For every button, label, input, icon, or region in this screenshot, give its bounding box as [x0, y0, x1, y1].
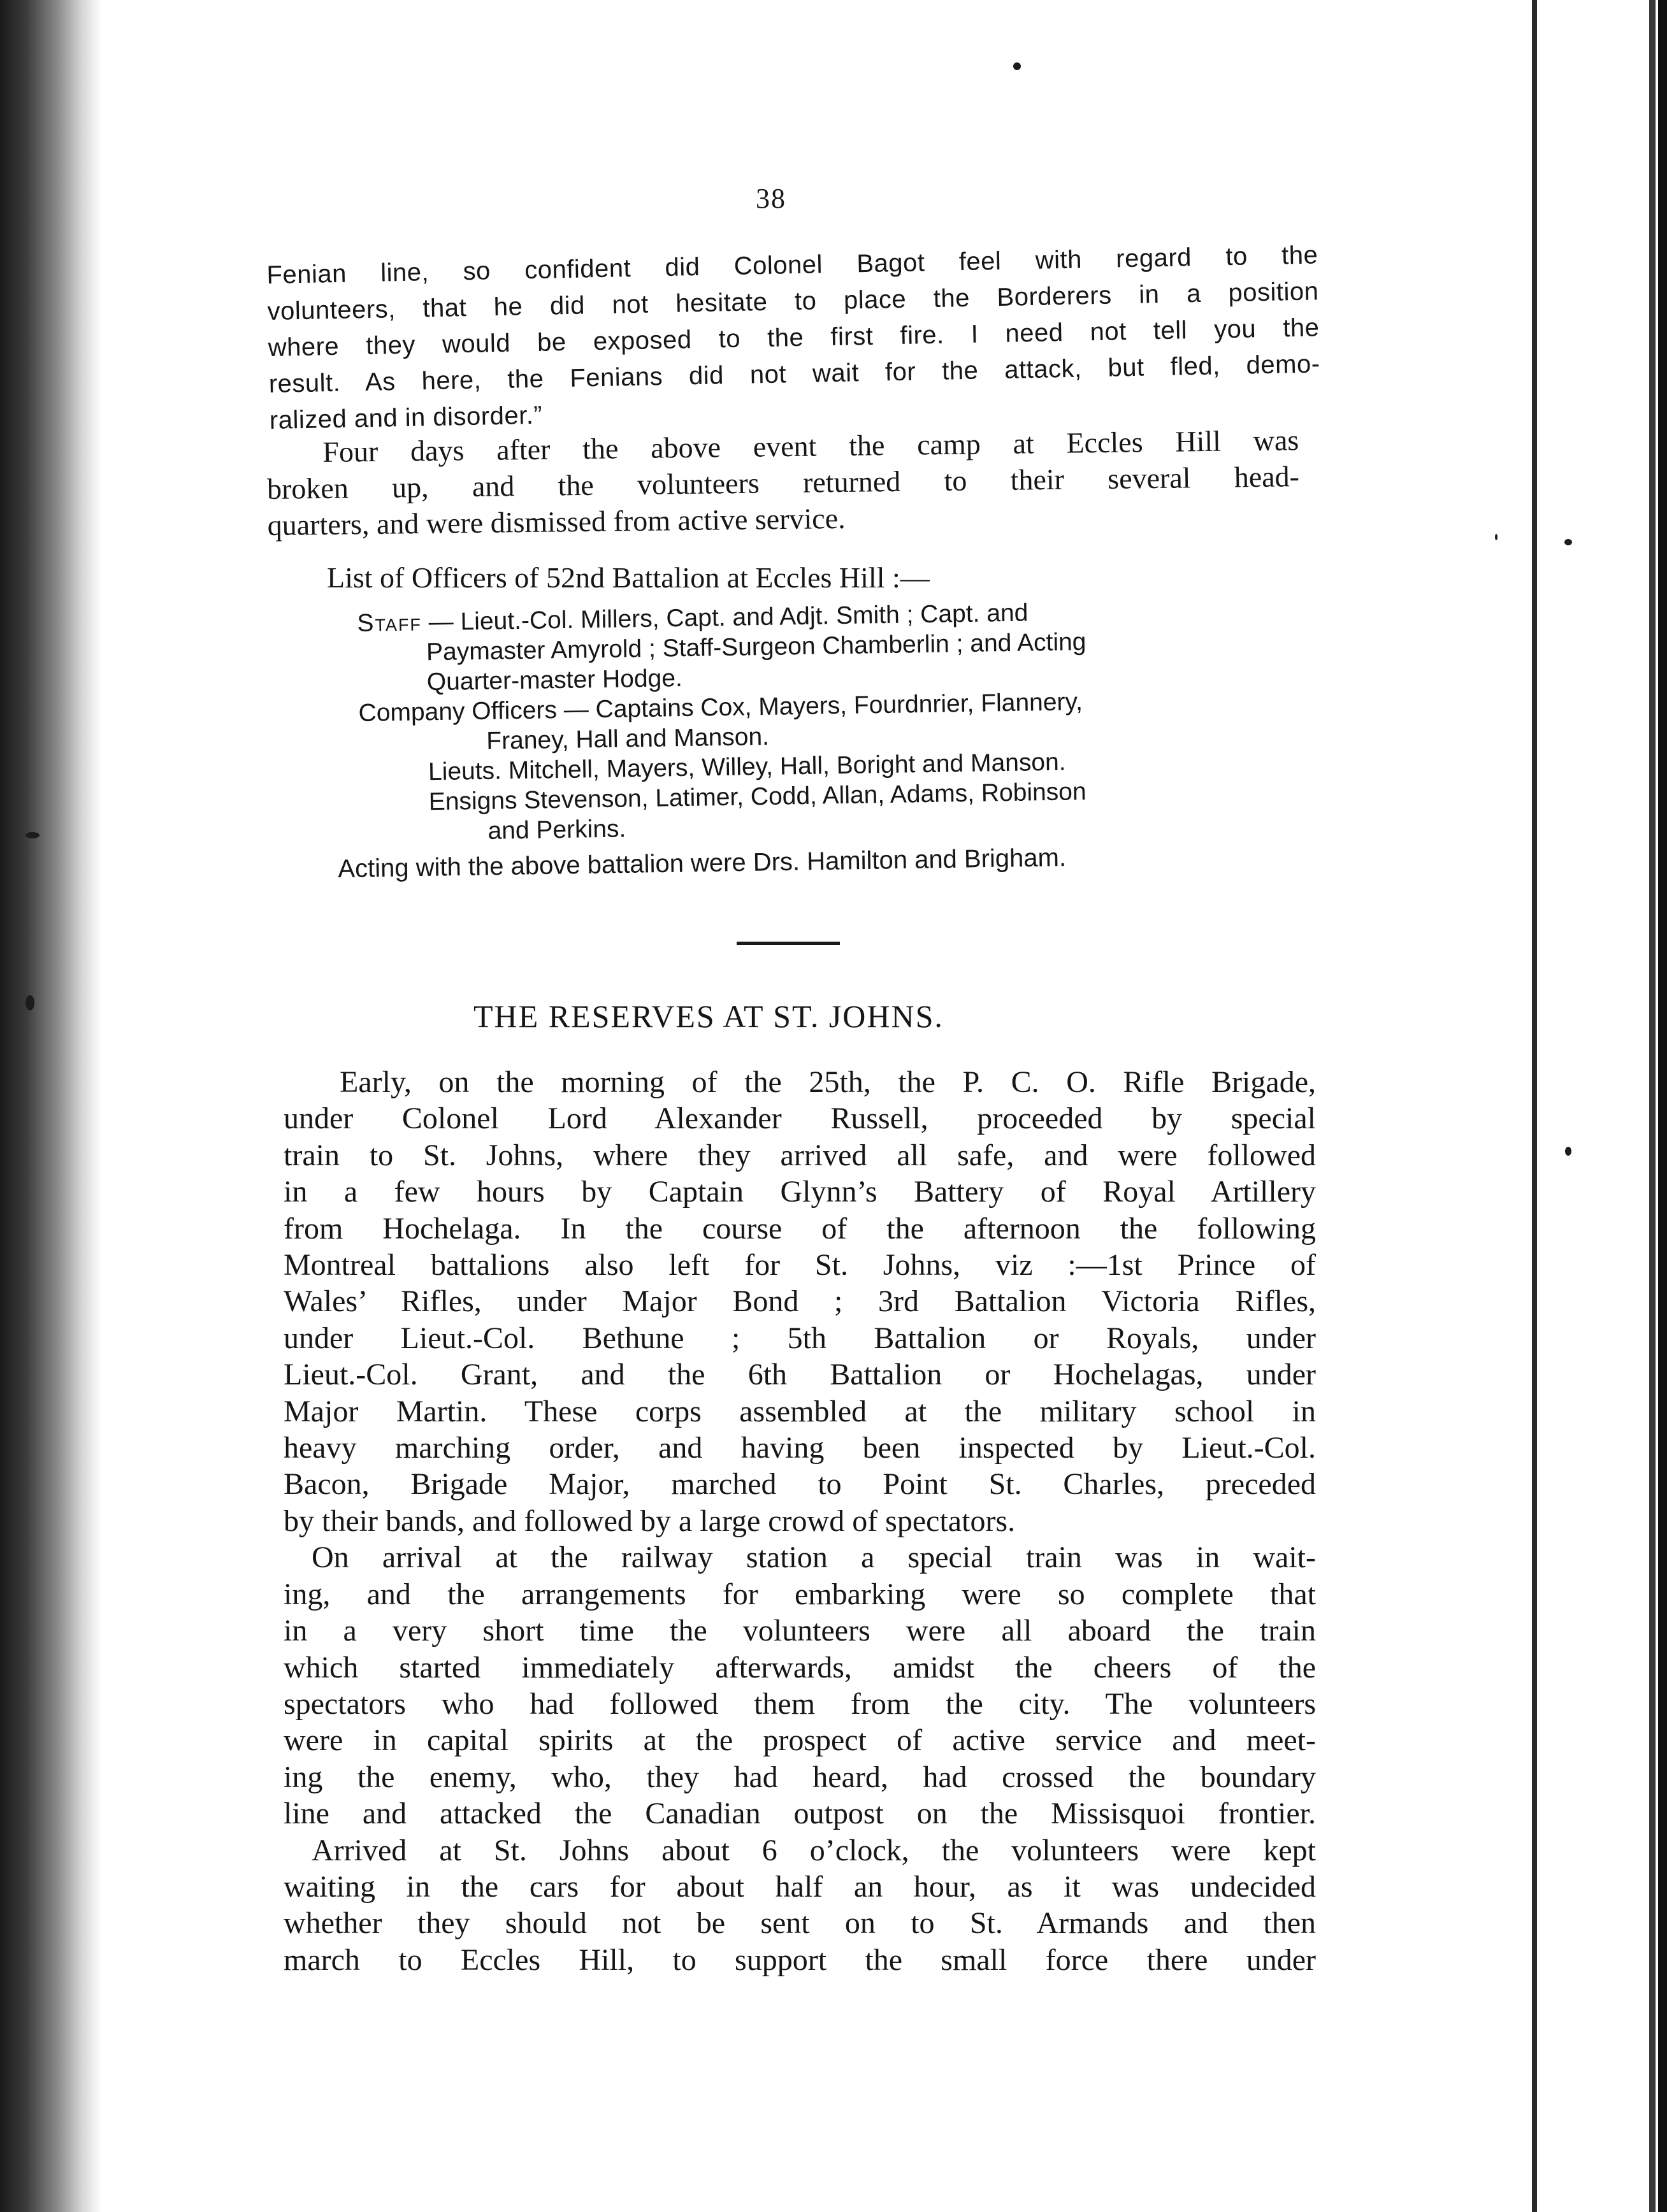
- scan-speck: [25, 995, 34, 1010]
- lieuts-line: Lieuts. Mitchell, Mayers, Willey, Hall, Boright and Manson.: [428, 748, 1066, 786]
- staff-line: Quarter-master Hodge.: [426, 664, 683, 696]
- text-line: result. As here, the Fenians did not wait for the attack, but fled, demo-: [268, 350, 1320, 398]
- text-line: Major Martin. These corps assembled at the military school in: [284, 1394, 1316, 1428]
- staff-label: Staff: [357, 608, 422, 637]
- text-line: Fenian line, so confident did Colonel Bagot feel with regard to the: [266, 241, 1318, 289]
- company-officers-line: Franey, Hall and Manson.: [486, 722, 770, 755]
- text-line: broken up, and the volunteers returned to their several head-: [266, 460, 1300, 505]
- officers-heading: List of Officers of 52nd Battalion at Eccles Hill :—: [327, 561, 930, 594]
- text-line: ing the enemy, who, they had heard, had crossed the boundary: [284, 1760, 1316, 1794]
- company-officers-line: Company Officers — Captains Cox, Mayers, Fourdnrier, Flannery,: [358, 688, 1083, 727]
- text-line: line and attacked the Canadian outpost on the Missisquoi frontier.: [284, 1797, 1316, 1831]
- quotation-paragraph: [266, 237, 1321, 439]
- text-line: from Hochelaga. In the course of the afternoon the following: [284, 1211, 1316, 1246]
- text-line: Wales’ Rifles, under Major Bond ; 3rd Battalion Victoria Rifles,: [284, 1284, 1316, 1319]
- staff-line: Staff — Lieut.-Col. Millers, Capt. and Adjt. Smith ; Capt. and: [357, 599, 1028, 637]
- text-line: march to Eccles Hill, to support the small force there under: [284, 1943, 1316, 1977]
- text-line: under Colonel Lord Alexander Russell, proceeded by special: [284, 1102, 1316, 1136]
- page-number: 38: [756, 183, 786, 214]
- text-line: On arrival at the railway station a special train was in wait-: [312, 1540, 1316, 1575]
- text-line: Four days after the above event the camp at Eccles Hill was: [322, 424, 1299, 468]
- text-line: Arrived at St. Johns about 6 o’clock, the volunteers were kept: [312, 1833, 1316, 1867]
- text-line: where they would be exposed to the first fire. I need not tell you the: [268, 313, 1320, 362]
- text-line: quarters, and were dismissed from active service.: [267, 501, 846, 542]
- text-line: whether they should not be sent on to St. Armands and then: [284, 1906, 1316, 1941]
- section-title: THE RESERVES AT ST. JOHNS.: [473, 998, 944, 1034]
- text-line: were in capital spirits at the prospect of active service and meet-: [284, 1723, 1316, 1758]
- text-line: Bacon, Brigade Major, marched to Point St. Charles, preceded: [284, 1467, 1316, 1502]
- section-divider: [737, 942, 840, 945]
- text-line: ing, and the arrangements for embarking were so complete that: [284, 1577, 1316, 1611]
- text-line: which started immediately afterwards, amidst the cheers of the: [284, 1650, 1316, 1684]
- staff-line: Paymaster Amyrold ; Staff-Surgeon Chamberlin ; and Acting: [426, 628, 1086, 666]
- text-line: in a few hours by Captain Glynn’s Battery of Royal Artillery: [284, 1175, 1316, 1209]
- text-line: Lieut.-Col. Grant, and the 6th Battalion or Hochelagas, under: [284, 1358, 1316, 1392]
- text-line: in a very short time the volunteers were all aboard the train: [284, 1614, 1316, 1648]
- body-text: [284, 1064, 1316, 1978]
- text-line: train to St. Johns, where they arrived all safe, and were followed: [284, 1138, 1316, 1172]
- text-line: Montreal battalions also left for St. Johns, viz :—1st Prince of: [284, 1248, 1316, 1282]
- scan-speck: [25, 832, 40, 838]
- scan-speck: [1565, 1147, 1571, 1156]
- acting-surgeons-line: Acting with the above battalion were Drs. Hamilton and Brigham.: [338, 844, 1067, 883]
- officers-list: [357, 594, 1304, 848]
- text-line: by their bands, and followed by a large crowd of spectators.: [284, 1504, 1016, 1538]
- text-line: waiting in the cars for about half an hour, as it was undecided: [284, 1869, 1316, 1904]
- text-line: ralized and in disorder.”: [269, 401, 543, 434]
- scan-left-edge: [0, 0, 102, 2212]
- text-line: under Lieut.-Col. Bethune ; 5th Battalion or Royals, under: [284, 1321, 1316, 1355]
- text-line: volunteers, that he did not hesitate to place the Borderers in a position: [267, 277, 1319, 326]
- scan-right-edge: [1510, 0, 1667, 2212]
- text-line: Early, on the morning of the 25th, the P. C. O. Rifle Brigade,: [340, 1065, 1316, 1099]
- scan-speck: [1495, 534, 1497, 540]
- scan-speck: [1564, 539, 1572, 545]
- scan-speck: [1013, 62, 1021, 70]
- text-line: heavy marching order, and having been inspected by Lieut.-Col.: [284, 1431, 1316, 1465]
- four-days-paragraph: [266, 422, 1300, 543]
- ensigns-line: and Perkins.: [487, 815, 626, 845]
- text-line: spectators who had followed them from the city. The volunteers: [284, 1686, 1316, 1721]
- ensigns-line: Ensigns Stevenson, Latimer, Codd, Allan, Adams, Robinson: [428, 778, 1086, 816]
